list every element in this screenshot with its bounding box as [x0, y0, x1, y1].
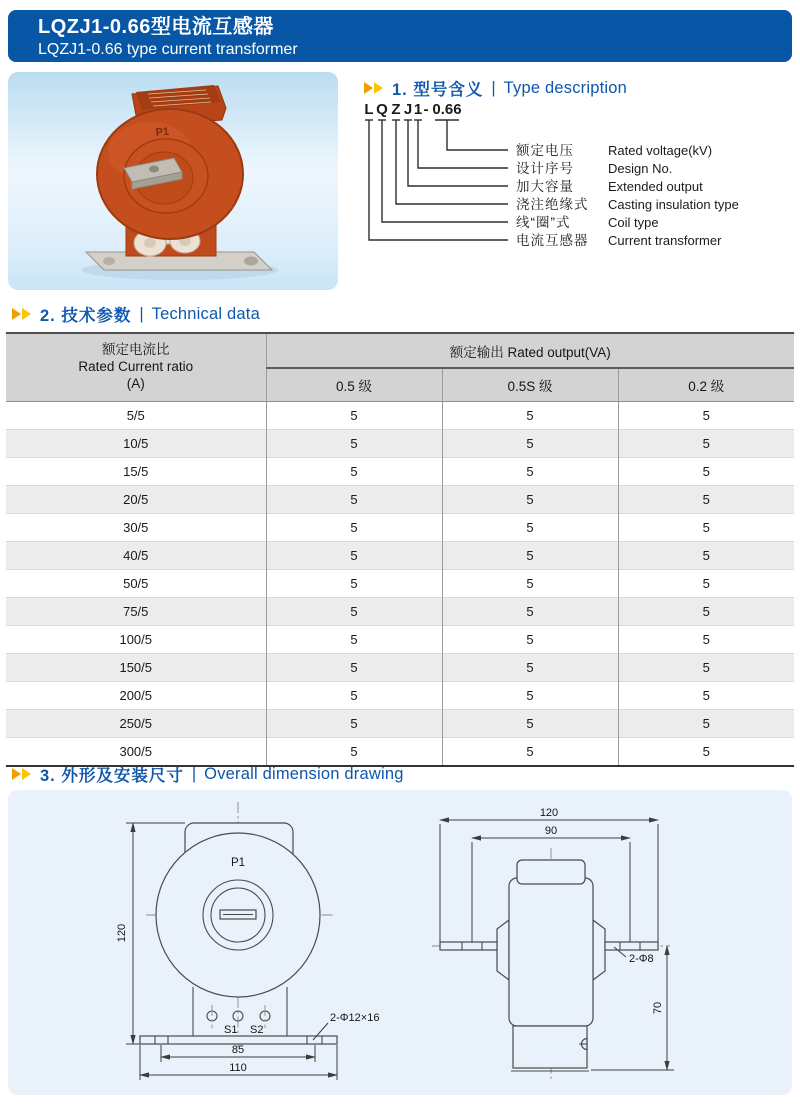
section-title-type: [364, 76, 627, 100]
output-cell: 5: [442, 710, 618, 738]
svg-text:L: L: [364, 101, 374, 118]
output-cell: 5: [442, 626, 618, 654]
technical-data-table-wrap: [6, 332, 794, 767]
model-number: [364, 101, 461, 118]
output-cell: 5: [442, 542, 618, 570]
output-cell: 5: [618, 514, 794, 542]
designation-en: Design No.: [608, 161, 673, 176]
product-photo-illustration: [8, 72, 338, 290]
svg-text:-: -: [423, 101, 429, 118]
technical-data-table: [6, 332, 794, 767]
designation-labels: [516, 142, 739, 248]
output-cell: 5: [618, 486, 794, 514]
output-cell: 5: [442, 654, 618, 682]
output-cell: 5: [442, 486, 618, 514]
designation-en: Rated voltage(kV): [608, 143, 713, 158]
svg-text:90: 90: [544, 825, 558, 837]
section-arrow-icon: [374, 82, 383, 94]
section-title-cn: 2. 技术参数: [40, 307, 132, 325]
rated-output-group-header: 额定输出 Rated output(VA): [266, 333, 794, 368]
ratio-cell: 150/5: [6, 654, 266, 682]
svg-text:2-Φ12×16: 2-Φ12×16: [330, 1012, 380, 1024]
output-cell: 5: [618, 738, 794, 767]
output-cell: 5: [266, 626, 442, 654]
output-cell: 5: [266, 570, 442, 598]
output-cell: 5: [618, 654, 794, 682]
ratio-cell: 10/5: [6, 430, 266, 458]
front-s1-label: S1: [224, 1024, 238, 1036]
table-row: [6, 570, 794, 598]
output-cell: 5: [442, 430, 618, 458]
side-view-drawing: [432, 807, 674, 1082]
section-arrow-icon: [22, 308, 31, 320]
section-title-tech: [12, 302, 260, 326]
table-row: [6, 626, 794, 654]
output-cell: 5: [442, 598, 618, 626]
output-cell: 5: [618, 402, 794, 430]
section-title-en: Technical data: [151, 304, 260, 323]
output-cell: 5: [618, 626, 794, 654]
output-cell: 5: [442, 514, 618, 542]
output-cell: 5: [266, 738, 442, 767]
output-cell: 5: [266, 402, 442, 430]
output-cell: 5: [266, 542, 442, 570]
section-title-separator: |: [191, 764, 197, 783]
output-cell: 5: [266, 486, 442, 514]
svg-text:85: 85: [231, 1044, 245, 1056]
output-cell: 5: [266, 430, 442, 458]
table-row: [6, 542, 794, 570]
accuracy-class-header: 0.5S 级: [442, 368, 618, 402]
ratio-cell: 200/5: [6, 682, 266, 710]
svg-text:70: 70: [652, 1001, 664, 1015]
output-cell: 5: [618, 682, 794, 710]
page-title-cn: LQZJ1-0.66型电流互感器: [38, 16, 274, 38]
designation-cn: 电流互感器: [516, 233, 589, 248]
section-arrow-icon: [12, 768, 21, 780]
output-cell: 5: [266, 514, 442, 542]
output-cell: 5: [266, 710, 442, 738]
output-cell: 5: [618, 710, 794, 738]
output-cell: 5: [442, 738, 618, 767]
table-row: [6, 458, 794, 486]
table-row: [6, 654, 794, 682]
ratio-cell: 30/5: [6, 514, 266, 542]
designation-cn: 线“圈”式: [516, 215, 571, 230]
dimension-drawings: [8, 790, 792, 1095]
svg-text:120: 120: [539, 807, 559, 819]
output-cell: 5: [442, 682, 618, 710]
table-row: [6, 514, 794, 542]
table-row: [6, 430, 794, 458]
svg-text:120: 120: [116, 923, 128, 943]
table-header-row: [6, 333, 794, 368]
output-cell: 5: [618, 430, 794, 458]
ratio-cell: 75/5: [6, 598, 266, 626]
ratio-cell: 5/5: [126, 408, 145, 423]
section-title-dimensions: [12, 762, 404, 786]
section-title-cn: 1. 型号含义: [392, 81, 484, 99]
section-title-cn: 3. 外形及安装尺寸: [40, 767, 184, 785]
section-arrow-icon: [364, 82, 373, 94]
p1-marking: P1: [155, 125, 170, 139]
header-banner: [8, 10, 792, 62]
designation-en: Coil type: [608, 215, 659, 230]
front-view-drawing: [116, 802, 379, 1080]
table-row: [6, 682, 794, 710]
svg-text:0.66: 0.66: [432, 101, 462, 118]
table-row: [6, 598, 794, 626]
output-cell: 5: [442, 458, 618, 486]
designation-cn: 额定电压: [516, 143, 574, 158]
svg-text:J: J: [403, 101, 413, 118]
output-cell: 5: [266, 458, 442, 486]
designation-cn: 浇注绝缘式: [516, 197, 589, 212]
section-title-en: Overall dimension drawing: [204, 764, 404, 783]
designation-cn: 设计序号: [516, 161, 574, 176]
front-p1-label: P1: [230, 857, 246, 869]
table-body: [6, 402, 794, 767]
ratio-column-header: 额定电流比 Rated Current ratio (A): [6, 333, 266, 402]
accuracy-class-header: 0.5 级: [266, 368, 442, 402]
section-title-en: Type description: [503, 78, 628, 97]
output-cell: 5: [618, 598, 794, 626]
output-cell: 5: [442, 570, 618, 598]
front-s2-label: S2: [250, 1024, 264, 1036]
designation-leader-lines: [365, 120, 508, 240]
table-row: [6, 402, 794, 430]
output-cell: 5: [442, 402, 618, 430]
svg-text:Q: Q: [376, 101, 388, 118]
table-row: [6, 486, 794, 514]
designation-en: Casting insulation type: [608, 197, 739, 212]
product-photo: [8, 72, 338, 290]
table-row: [6, 710, 794, 738]
section-arrow-icon: [12, 308, 21, 320]
designation-en: Current transformer: [608, 233, 722, 248]
svg-text:2-Φ8: 2-Φ8: [629, 953, 654, 965]
output-cell: 5: [266, 682, 442, 710]
svg-text:110: 110: [229, 1062, 247, 1074]
designation-en: Extended output: [608, 179, 703, 194]
ratio-cell: 40/5: [6, 542, 266, 570]
section-title-separator: |: [139, 304, 144, 323]
section-title-separator: |: [491, 78, 496, 97]
output-cell: 5: [618, 458, 794, 486]
page-title-en: LQZJ1-0.66 type current transformer: [38, 41, 298, 58]
accuracy-class-header: 0.2 级: [618, 368, 794, 402]
designation-cn: 加大容量: [516, 179, 574, 194]
ratio-cell: 15/5: [6, 458, 266, 486]
ratio-cell: 50/5: [6, 570, 266, 598]
svg-text:1: 1: [413, 101, 423, 118]
ratio-cell: 20/5: [6, 486, 266, 514]
output-cell: 5: [618, 570, 794, 598]
ratio-cell: 250/5: [6, 710, 266, 738]
svg-text:Z: Z: [391, 101, 401, 118]
section-arrow-icon: [22, 768, 31, 780]
output-cell: 5: [266, 598, 442, 626]
output-cell: 5: [266, 654, 442, 682]
model-designation-diagram: [358, 98, 792, 293]
ratio-cell: 100/5: [6, 626, 266, 654]
dimension-drawing-box: [8, 790, 792, 1095]
front-slot-span-dimension: [161, 1044, 315, 1062]
ratio-cell: 300/5: [6, 738, 266, 767]
output-cell: 5: [618, 542, 794, 570]
